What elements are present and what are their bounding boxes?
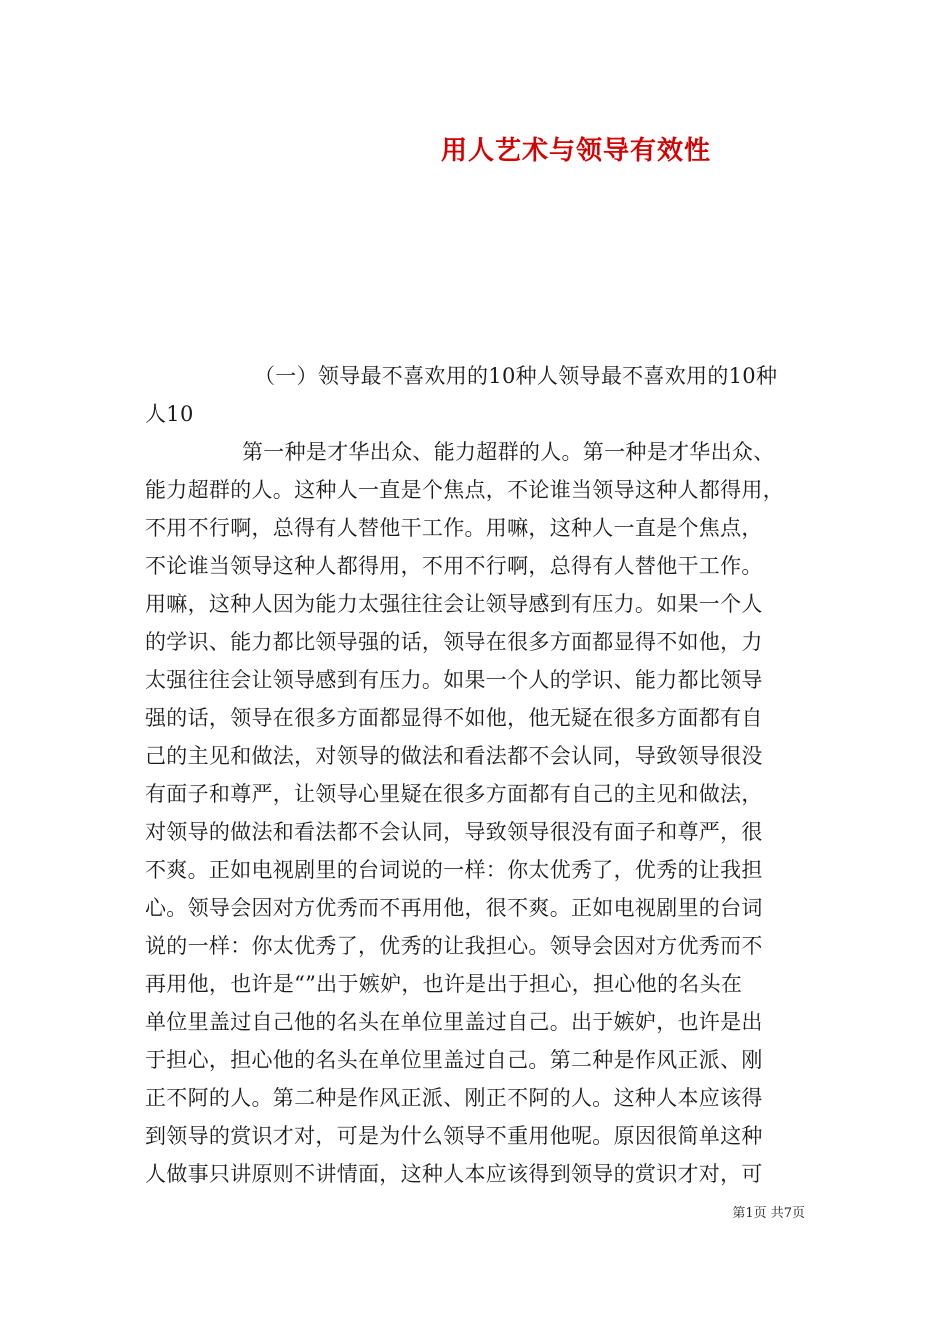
text-line: 有面子和尊严，让领导心里疑在很多方面都有自己的主见和做法， [145,782,763,806]
text-line: 己的主见和做法，对领导的做法和看法都不会认同，导致领导很没 [145,744,763,768]
text-line: 能力超群的人。这种人一直是个焦点，不论谁当领导这种人都得用， [145,478,784,502]
text-line: 说的一样：你太优秀了，优秀的让我担心。领导会因对方优秀而不 [145,934,763,958]
text-line: 的学识、能力都比领导强的话，领导在很多方面都显得不如他，力 [145,630,763,654]
text-line: 不论谁当领导这种人都得用，不用不行啊，总得有人替他干工作。 [145,554,763,578]
page-number-footer: 第1页 共7页 [732,1206,805,1221]
document-title: 用人艺术与领导有效性 [440,136,711,166]
text-line: 不爽。正如电视剧里的台词说的一样：你太优秀了，优秀的让我担 [145,858,763,882]
text-line: 单位里盖过自己他的名头在单位里盖过自己。出于嫉妒，也许是出 [145,1010,763,1034]
text-line: 人10 [145,402,194,426]
text-line: 对领导的做法和看法都不会认同，导致领导很没有面子和尊严，很 [145,820,763,844]
text-line: 于担心，担心他的名头在单位里盖过自己。第二种是作风正派、刚 [145,1048,763,1072]
text-line: 人做事只讲原则不讲情面，这种人本应该得到领导的赏识才对，可 [145,1162,763,1186]
text-line: 用嘛，这种人因为能力太强往往会让领导感到有压力。如果一个人 [145,592,763,616]
text-line: 太强往往会让领导感到有压力。如果一个人的学识、能力都比领导 [145,668,763,692]
section-heading: （一）领导最不喜欢用的10种人领导最不喜欢用的10种 [254,364,778,388]
text-line: 再用他，也许是“”出于嫉妒，也许是出于担心，担心他的名头在 [145,972,743,996]
text-line: 正不阿的人。第二种是作风正派、刚正不阿的人。这种人本应该得 [145,1086,763,1110]
text-line: 心。领导会因对方优秀而不再用他，很不爽。正如电视剧里的台词 [145,896,763,920]
paragraph-first-line: 第一种是才华出众、能力超群的人。第一种是才华出众、 [242,440,775,464]
text-line: 不用不行啊，总得有人替他干工作。用嘛，这种人一直是个焦点， [145,516,763,540]
text-line: 强的话，领导在很多方面都显得不如他，他无疑在很多方面都有自 [145,706,763,730]
text-line: 到领导的赏识才对，可是为什么领导不重用他呢。原因很简单这种 [145,1124,763,1148]
